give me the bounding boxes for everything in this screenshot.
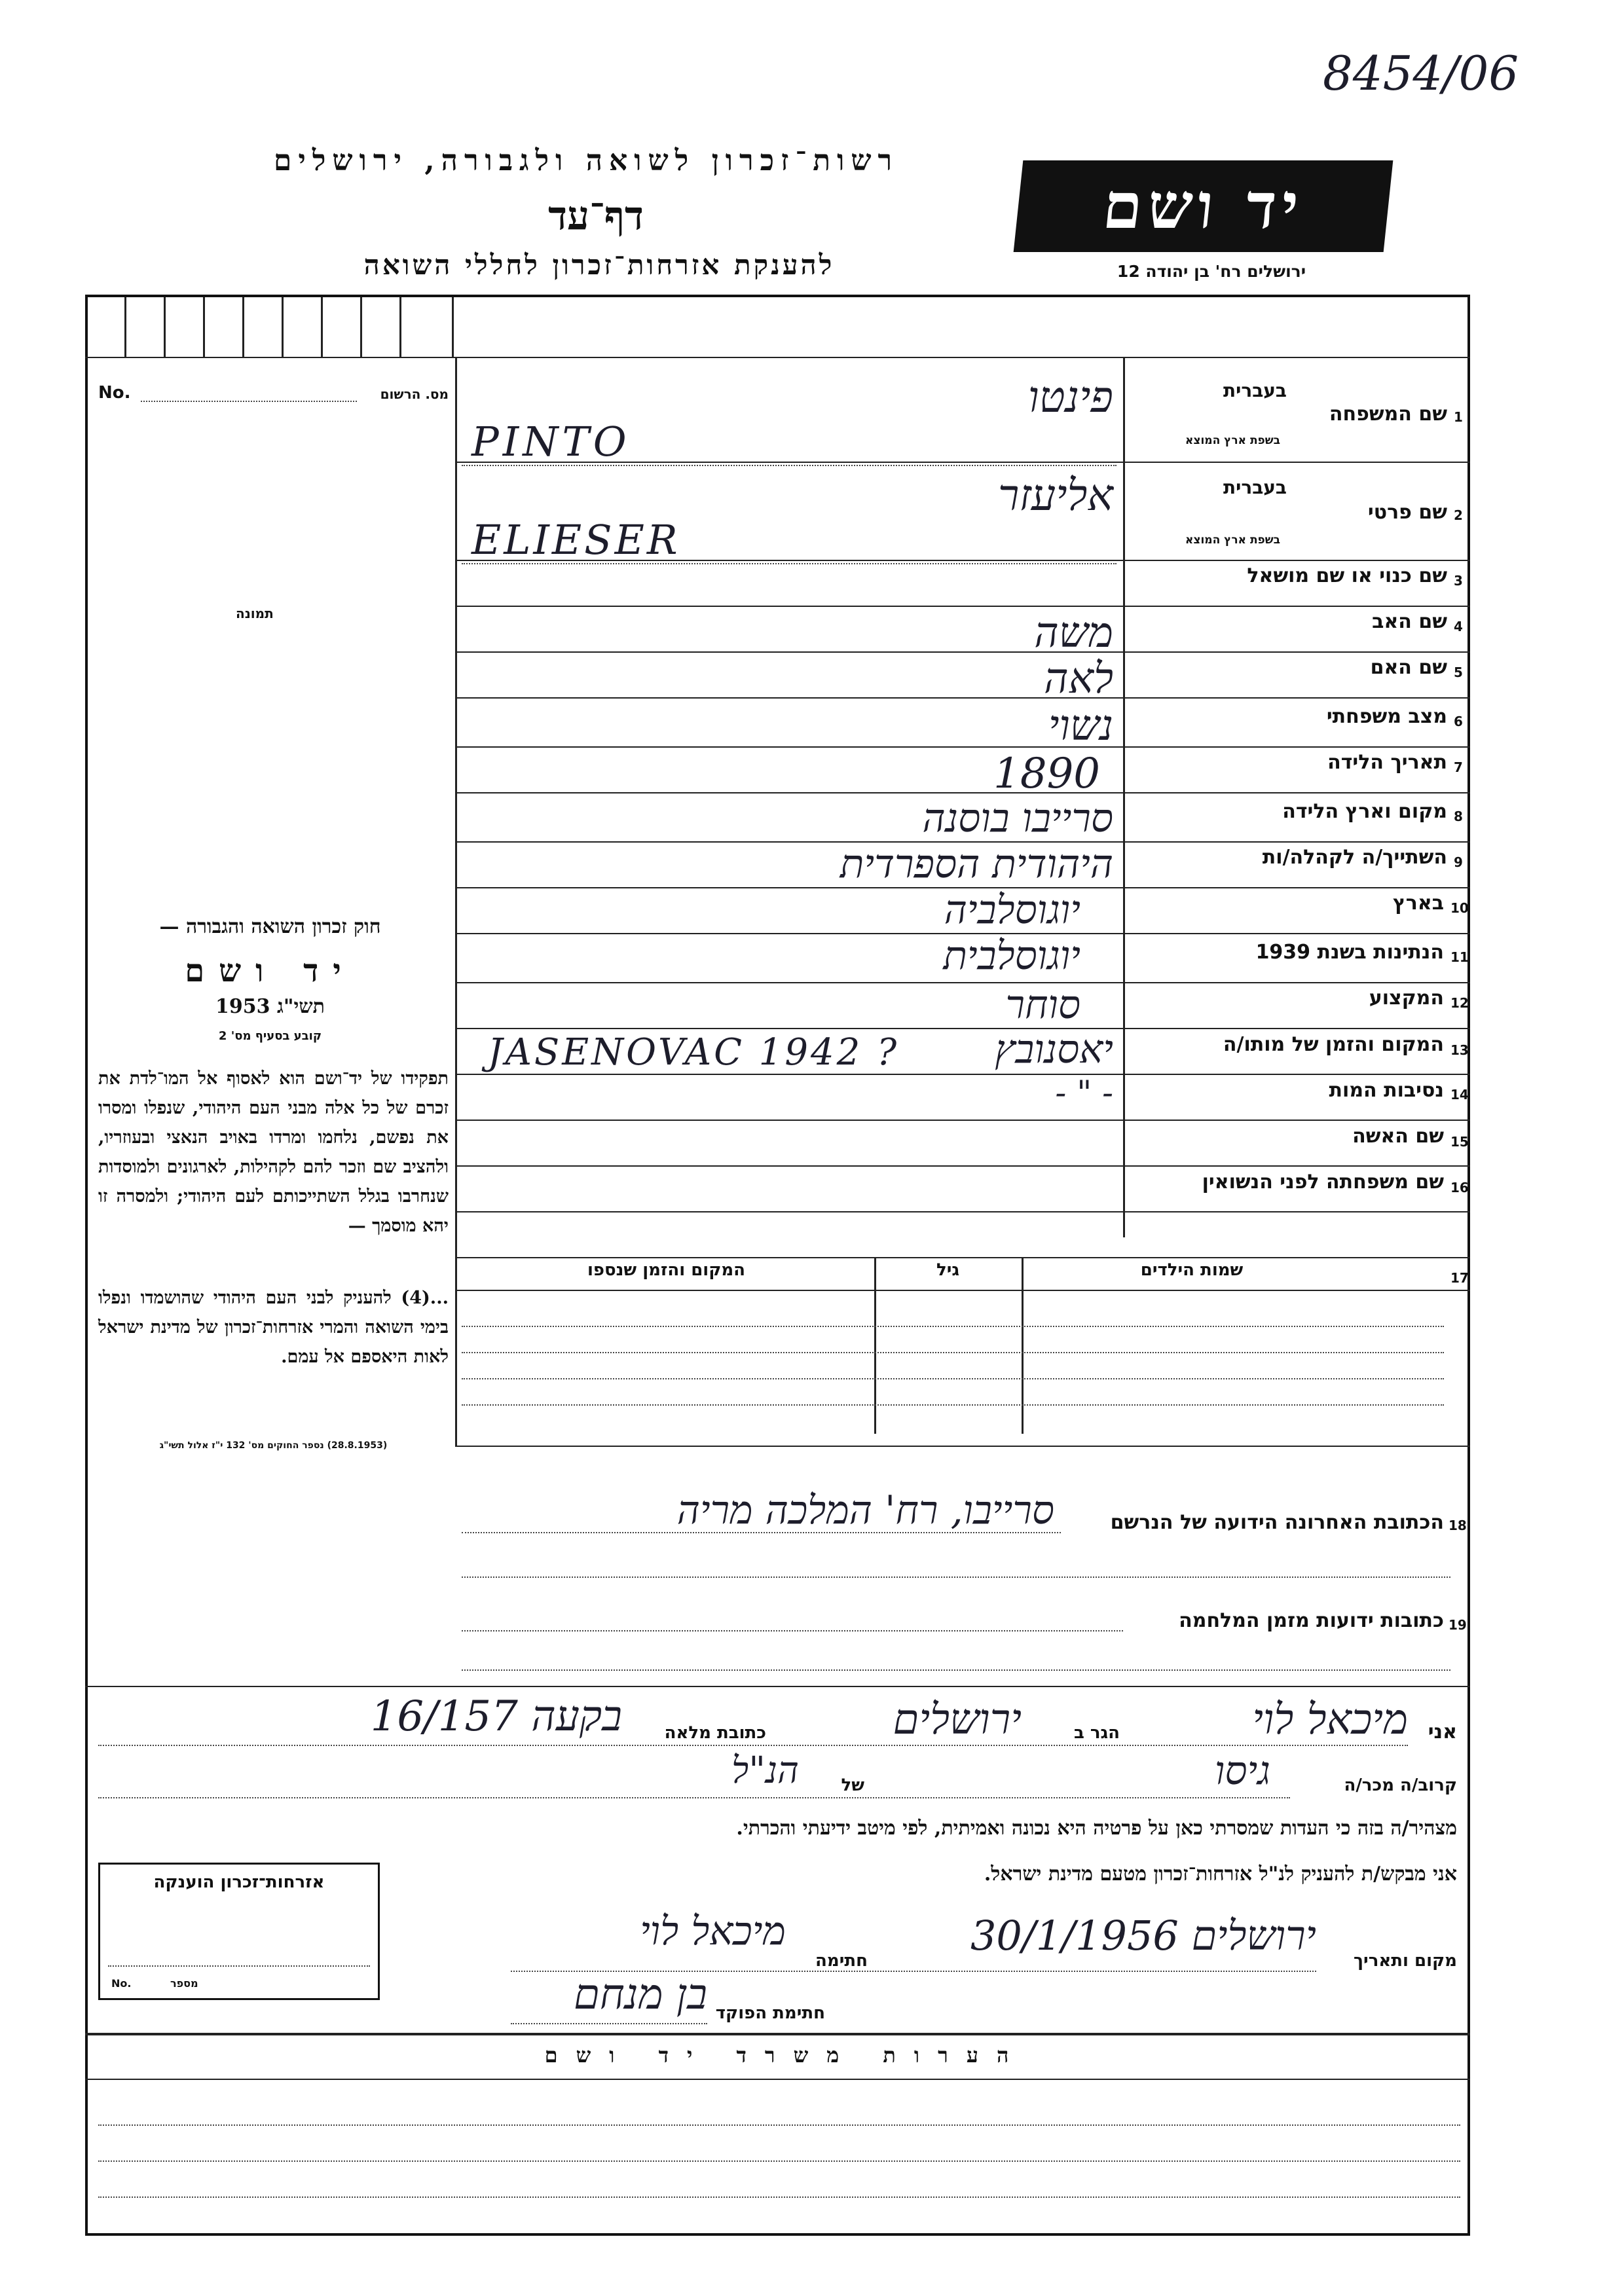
field-13-value-latin[interactable]: JASENOVAC 1942 ? bbox=[488, 1031, 900, 1074]
remarks-title: הערות משרד יד ושם bbox=[544, 2043, 1027, 2068]
field-1-sub-top: בעברית bbox=[1223, 380, 1287, 401]
children-col-names: שמות הילדים bbox=[1140, 1260, 1244, 1280]
field-2-value-latin[interactable]: ELIESER bbox=[471, 516, 680, 564]
field-14-value[interactable]: - " - bbox=[1055, 1074, 1113, 1112]
form-subtitle: להענקת אזרחות־זכרון לחללי השואה bbox=[363, 249, 835, 281]
decl-of-whom[interactable]: הנ"ל bbox=[731, 1749, 799, 1792]
field-9-label: השתייך/ה לקהלה/ות bbox=[1262, 846, 1447, 869]
field-6-label: מצב משפחתי bbox=[1326, 705, 1447, 728]
signature-value[interactable]: מיכאל לוי bbox=[640, 1908, 786, 1954]
field-13-value[interactable]: יאסנובץ bbox=[995, 1027, 1113, 1072]
field-4-value[interactable]: משה bbox=[1034, 609, 1113, 657]
signature-label: חתימה bbox=[815, 1951, 868, 1971]
field-11-label: הנתינות בשנת 1939 bbox=[1255, 941, 1444, 964]
place-date-label: מקום ותאריך bbox=[1354, 1951, 1457, 1971]
field-12-label: המקצוע bbox=[1369, 987, 1444, 1010]
law-ref: (28.8.1953) נספר החוקים מס' 132 י"ז אלול תשי"ג bbox=[159, 1440, 388, 1451]
decl-relation-label: קרוב/ה מכר/ה bbox=[1344, 1776, 1457, 1795]
field-2-sub-bottom: בשפת ארץ המוצא bbox=[1185, 534, 1280, 547]
field-12-num: 12 bbox=[1450, 995, 1469, 1011]
form-title: דף־עד bbox=[548, 193, 644, 239]
law-text-1: תפקידו של יד־ושם הוא לאסוף אל המו־לדת את זכרם של כל אלה מבני העם היהודי, שנפלו ומסרו את נפשם, נלחמו ומרדו באויב הנאצי ובעוזריו, ולהציב שם וזכר להם לקהילות, לארגונים ולמוסדות שנחרבו בגלל השתייכותם לעם היהודי; ולמסרה זו יהא מוסמך — bbox=[98, 1068, 449, 1236]
field-8-value[interactable]: סרייבו בוסנה bbox=[922, 795, 1113, 841]
field-10-value[interactable]: יוגוסלביה bbox=[944, 887, 1080, 933]
yad-vashem-logo bbox=[1014, 160, 1393, 252]
field-2-num: 2 bbox=[1454, 507, 1463, 523]
decl-of-label: של bbox=[841, 1776, 864, 1795]
field-5-label: שם האם bbox=[1370, 656, 1447, 679]
reg-no-label: No. bbox=[98, 383, 131, 403]
decl-line4: אני מבקש/ת להעניק לנ"ל אזרחות־זכרון מטעם מדינת ישראל. bbox=[984, 1863, 1457, 1886]
decl-hagar: הגר ב bbox=[1073, 1723, 1120, 1743]
field-13-label: המקום והזמן של מותו/ה bbox=[1223, 1033, 1444, 1056]
field-18-num: 18 bbox=[1449, 1518, 1467, 1533]
logo-address: ירושלים רח' בן יהודה 12 bbox=[1116, 262, 1306, 281]
field-15-num: 15 bbox=[1450, 1134, 1469, 1150]
field-7-num: 7 bbox=[1454, 759, 1463, 775]
field-17-num: 17 bbox=[1450, 1270, 1469, 1286]
field-3-label: שם כנוי או שם מושאל bbox=[1247, 564, 1447, 587]
field-19-label: כתובות ידועות מזמן המלחמה bbox=[1179, 1609, 1444, 1632]
field-10-num: 10 bbox=[1450, 900, 1469, 916]
field-6-num: 6 bbox=[1454, 714, 1463, 729]
field-18-value[interactable]: סרייבו, רח' המלכה מריה bbox=[676, 1487, 1054, 1533]
field-5-value[interactable]: לאה bbox=[1044, 655, 1113, 703]
law-year: תשי"ג 1953 bbox=[215, 995, 325, 1018]
field-4-num: 4 bbox=[1454, 619, 1463, 634]
official-sig-label: חתימת הפוקד bbox=[715, 2003, 825, 2023]
field-7-value[interactable]: 1890 bbox=[993, 750, 1100, 798]
law-text-2: ...(4) להעניק לבני העם היהודי שהושמדו ונפלו בימי השואה והמרי אזרחות־זכרון של מדינת ישראל לאות היאספם אל עמם. bbox=[98, 1288, 449, 1367]
field-19-num: 19 bbox=[1449, 1617, 1467, 1633]
field-12-value[interactable]: סוחר bbox=[1005, 982, 1080, 1028]
field-1-sub-bottom: בשפת ארץ המוצא bbox=[1185, 434, 1280, 447]
field-8-label: מקום וארץ הלידה bbox=[1282, 800, 1447, 823]
children-col-age: גיל bbox=[936, 1260, 959, 1280]
field-2-label: שם פרטי bbox=[1367, 501, 1447, 524]
law-heading: חוק זכרון השואה והגבורה — bbox=[159, 915, 381, 938]
field-11-value[interactable]: יוגוסלבית bbox=[943, 933, 1080, 979]
field-15-label: שם האשה bbox=[1352, 1125, 1444, 1148]
field-9-num: 9 bbox=[1454, 854, 1463, 870]
stamp-mispar: מספר bbox=[170, 1977, 198, 1990]
field-14-num: 14 bbox=[1450, 1087, 1469, 1102]
reg-label: מס. הרשום bbox=[380, 386, 449, 402]
field-11-num: 11 bbox=[1450, 949, 1469, 965]
law-name: יד ושם bbox=[185, 953, 356, 989]
photo-label: תמונה bbox=[236, 606, 274, 621]
stamp-title: אזרחות־זכרון הוענקה bbox=[153, 1872, 325, 1892]
field-16-label: שם משפחתה לפני הנשואין bbox=[1202, 1171, 1444, 1194]
field-4-label: שם האב bbox=[1372, 610, 1447, 633]
decl-city[interactable]: ירושלים bbox=[893, 1696, 1022, 1744]
children-col-place: המקום והזמן שנספו bbox=[587, 1260, 746, 1280]
field-1-value[interactable]: פינטו bbox=[1027, 372, 1113, 422]
stamp-no: No. bbox=[111, 1977, 132, 1990]
field-18-label: הכתובת האחרונה הידועה של הנרשם bbox=[1110, 1511, 1444, 1534]
field-9-value[interactable]: היהודית הספרדית bbox=[840, 841, 1113, 887]
field-2-sub-top: בעברית bbox=[1223, 477, 1287, 498]
decl-address-label: כתובת מלאה bbox=[664, 1723, 766, 1743]
decl-ani: אני bbox=[1428, 1721, 1457, 1743]
law-clause: קובע בסעיף מס' 2 bbox=[218, 1029, 322, 1043]
place-date-value[interactable]: ירושלים 30/1/1956 bbox=[970, 1912, 1316, 1959]
field-2-value[interactable]: אליעזר bbox=[998, 470, 1113, 520]
decl-address[interactable]: בקעה 16/157 bbox=[370, 1692, 622, 1741]
field-8-num: 8 bbox=[1454, 809, 1463, 824]
archive-number: 8454/06 bbox=[1323, 46, 1519, 101]
logo-text: יד ושם bbox=[1099, 169, 1308, 243]
code-boxes bbox=[85, 297, 458, 357]
field-13-num: 13 bbox=[1450, 1042, 1469, 1058]
official-sig-value[interactable]: בן מנחם bbox=[573, 1971, 707, 2019]
field-16-num: 16 bbox=[1450, 1180, 1469, 1195]
field-5-num: 5 bbox=[1454, 665, 1463, 680]
field-7-label: תאריך הלידה bbox=[1327, 751, 1447, 774]
field-3-num: 3 bbox=[1454, 573, 1463, 589]
decl-relation[interactable]: גיסו bbox=[1214, 1748, 1270, 1794]
field-1-label: שם המשפחה bbox=[1329, 403, 1447, 426]
field-1-value-latin[interactable]: PINTO bbox=[471, 418, 631, 465]
field-14-label: נסיבות המות bbox=[1329, 1079, 1444, 1102]
decl-line3: מצהיר/ה בזה כי העדות שמסרתי כאן על פרטיה היא נכונה ואמיתית, לפי מיטב ידיעתי והכרתי. bbox=[736, 1817, 1457, 1840]
authority-title: רשות־זכרון לשואה ולגבורה, ירושלים bbox=[273, 144, 899, 177]
decl-name[interactable]: מיכאל לוי bbox=[1252, 1696, 1408, 1744]
field-10-label: בארץ bbox=[1392, 892, 1444, 915]
field-6-value[interactable]: נשוי bbox=[1048, 702, 1113, 750]
field-1-num: 1 bbox=[1454, 409, 1463, 425]
